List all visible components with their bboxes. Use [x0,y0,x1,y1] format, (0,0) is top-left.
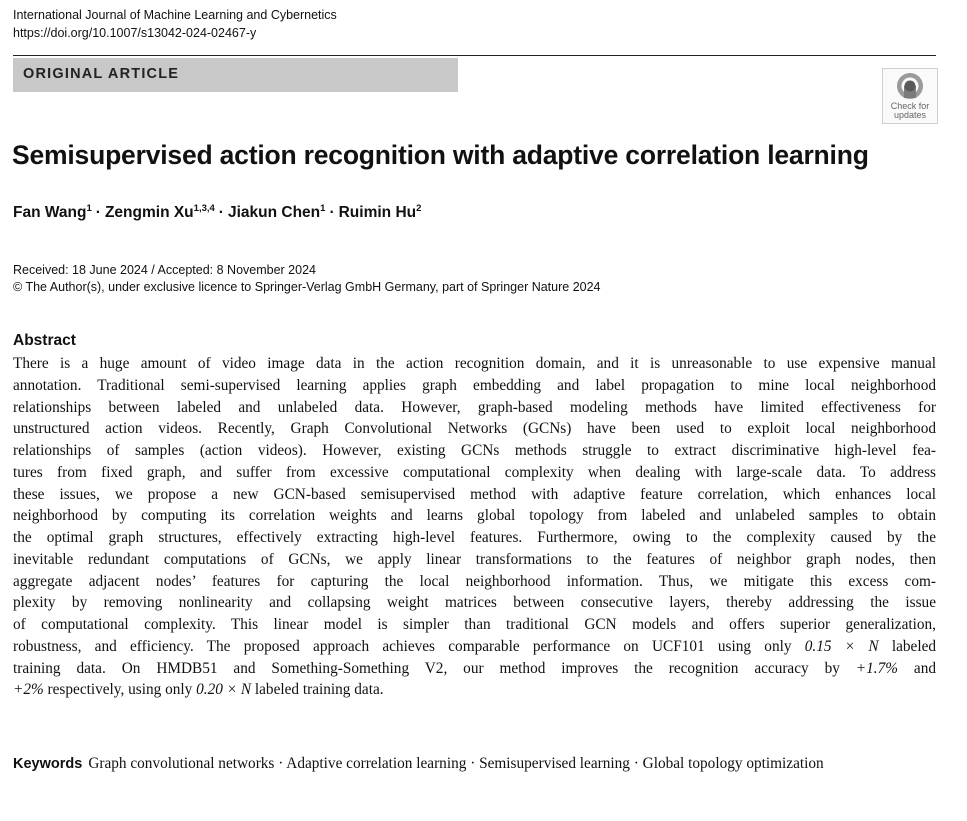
author-name: Ruimin Hu [338,204,417,222]
journal-header [13,6,337,42]
paper-title: Semisupervised action recognition with adaptive correlation learning [12,140,869,170]
journal-name: International Journal of Machine Learning and Cybernetics [13,8,337,22]
author-separator: · [218,204,224,222]
crossmark-icon [895,71,925,101]
article-type: ORIGINAL ARTICLE [23,66,180,82]
abstract-line: unstructured action videos. Recently, Graph Convolutional Networks (GCNs) have been used to exploit local neighborhood [13,420,936,438]
math-expression: 0.15 × N [804,637,879,655]
crossmark-label: Check for updates [890,101,930,120]
abstract-line: of computational complexity. This linear model is simpler than traditional GCN models and offers superior generalization, [13,616,936,633]
abstract-line: robustness, and efficiency. The proposed approach achieves comparable performance on UCF101 using only 0.15 × N labeled [13,637,937,655]
abstract-line: There is a huge amount of video image data in the action recognition domain, and it is unreasonable to use expensive manual [13,355,936,372]
author-separator: · [95,204,101,222]
author-list [13,203,421,222]
abstract-line: aggregate adjacent nodes’ features for capturing the local neighborhood information. Thus, we mitigate this excess com- [13,572,936,590]
abstract-line: the optimal graph structures, effectively extracting high-level features. Furthermore, owing to the complexity caused by the [13,529,936,546]
abstract-heading: Abstract [13,332,76,349]
keywords-label: Keywords [13,756,83,772]
author-name: Zengmin Xu [104,204,194,222]
abstract-line: annotation. Traditional semi-supervised learning applies graph embedding and label propagation to mine local neighborhood [13,376,936,394]
abstract-line: +2% respectively, using only 0.20 × N labeled training data. [13,681,384,699]
math-expression: +1.7% [855,659,898,677]
author-name: Jiakun Chen [227,204,321,222]
author-affiliation: 2 [416,203,422,214]
author-separator: · [329,204,335,222]
abstract-line: neighborhood by computing its correlation weights and learns global topology from labeled and unlabeled samples to obtain [13,507,936,525]
author-affiliation: 1,3,4 [193,203,215,214]
author-affiliation: 1 [320,203,326,214]
math-expression: +2% [13,681,44,699]
check-for-updates-badge[interactable] [882,68,938,124]
abstract-body [13,353,936,701]
header-rule [13,55,936,56]
keywords-section [13,753,936,775]
abstract-line: tures from fixed graph, and suffer from excessive computational complexity when dealing with large-scale data. To address [13,463,936,481]
copyright-notice: © The Author(s), under exclusive licence to Springer-Verlag GmbH Germany, part of Springer Nature 2024 [13,280,601,294]
abstract-line: these issues, we propose a new GCN-based semisupervised method with adaptive feature correlation, which enhances local [13,485,936,503]
abstract-line: training data. On HMDB51 and Something-Something V2, our method improves the recognition accuracy by +1.7% and [13,659,936,677]
author-name: Fan Wang [13,204,87,222]
keywords-list: Graph convolutional networks · Adaptive correlation learning · Semisupervised learning · Global topology optimization [88,755,824,772]
abstract-line: inevitable redundant computations of GCNs, we apply linear transformations to the features of neighbor graph nodes, then [13,550,936,568]
abstract-line: relationships of samples (action videos). However, existing GCNs methods struggle to extract discriminative high-level fea- [13,442,936,459]
abstract-line: relationships between labeled and unlabeled data. However, graph-based modeling methods have limited effectiveness for [13,398,936,416]
math-expression: 0.20 × N [196,681,252,699]
received-accepted-dates: Received: 18 June 2024 / Accepted: 8 November 2024 [13,263,316,277]
publication-info [13,262,601,296]
doi-link[interactable]: https://doi.org/10.1007/s13042-024-02467-y [13,26,257,40]
article-type-band [13,58,458,92]
author-affiliation: 1 [86,203,92,214]
abstract-line: plexity by removing nonlinearity and collapsing weight matrices between consecutive layers, thereby addressing the issue [13,594,936,612]
